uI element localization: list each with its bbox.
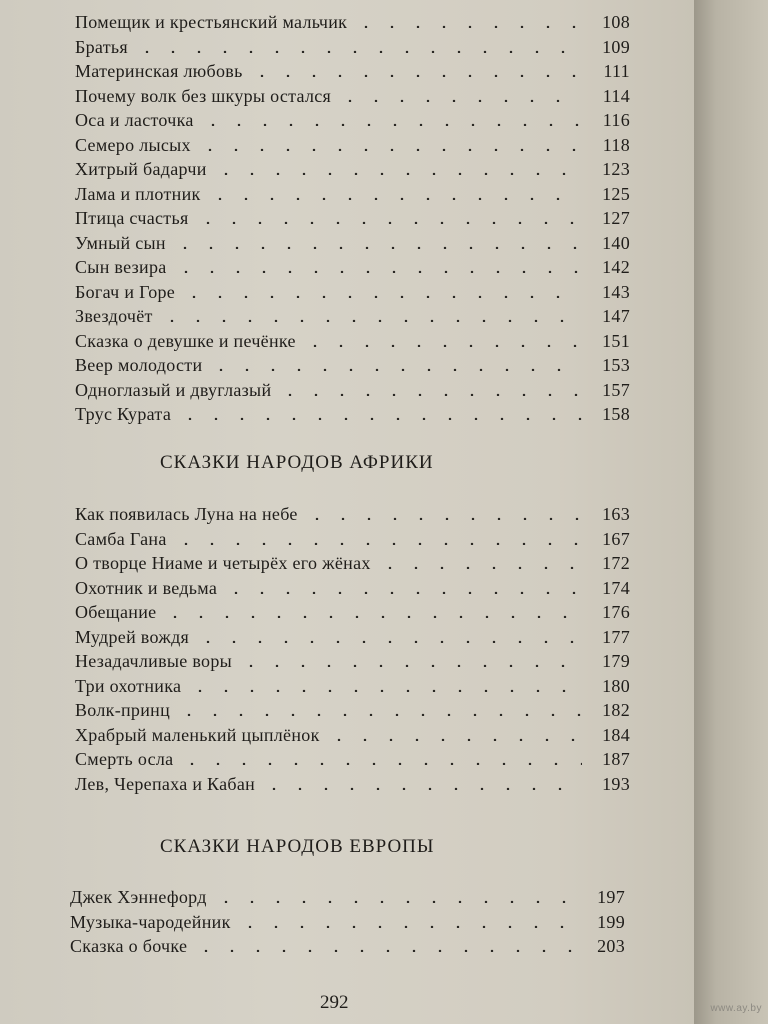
dot-leader <box>173 255 582 273</box>
section-heading-europe: СКАЗКИ НАРОДОВ ЕВРОПЫ <box>160 836 435 857</box>
toc-entry-page: 199 <box>597 911 625 932</box>
dot-leader <box>193 934 577 952</box>
toc-entry-page: 197 <box>597 887 625 907</box>
toc-entry-page: 177 <box>602 626 630 647</box>
toc-entry <box>75 772 630 797</box>
dot-leader <box>353 10 582 28</box>
toc-entry-page: 111 <box>603 61 630 81</box>
toc-entry <box>75 255 630 280</box>
toc-entry <box>75 698 630 723</box>
dot-leader <box>223 576 582 594</box>
toc-entry <box>70 934 625 959</box>
toc-entry-title: Помещик и крестьянский мальчик <box>75 12 348 32</box>
dot-leader <box>337 84 582 102</box>
book-gutter <box>694 0 768 1024</box>
toc-entry-title: Незадачливые воры <box>75 651 233 671</box>
toc-entry-title: Трус Курата <box>75 404 172 424</box>
dot-leader <box>176 698 582 716</box>
toc-entry-page: 157 <box>602 379 630 400</box>
dot-leader <box>377 551 582 569</box>
toc-entry <box>75 353 630 378</box>
toc-entry-page: 174 <box>602 577 630 598</box>
toc-entry-page: 182 <box>602 700 630 720</box>
toc-entry-title: Одноглазый и двуглазый <box>75 379 272 400</box>
toc-entry <box>75 59 630 84</box>
dot-leader <box>134 35 582 53</box>
toc-entry-page: 108 <box>602 12 630 32</box>
dot-leader <box>162 600 582 618</box>
dot-leader <box>302 329 582 347</box>
dot-leader <box>187 674 582 692</box>
toc-section-africa <box>75 502 630 796</box>
toc-entry-page: 118 <box>602 134 630 155</box>
toc-entry-title: Музыка-чародейник <box>70 911 231 932</box>
dot-leader <box>172 231 582 249</box>
dot-leader <box>238 649 582 667</box>
dot-leader <box>213 157 582 175</box>
dot-leader <box>208 353 582 371</box>
toc-entry <box>75 747 630 772</box>
toc-entry-title: Сказка о бочке <box>70 936 188 956</box>
toc-entry-title: Джек Хэннефорд <box>70 887 207 907</box>
toc-entry <box>75 304 630 329</box>
dot-leader <box>277 378 582 396</box>
toc-entry <box>75 551 630 576</box>
toc-entry-title: Обещание <box>75 602 157 622</box>
toc-entry-title: Лама и плотник <box>75 183 201 204</box>
toc-entry-page: 158 <box>602 404 630 424</box>
toc-entry-page: 143 <box>602 281 630 302</box>
dot-leader <box>197 133 582 151</box>
toc-entry <box>75 576 630 601</box>
toc-entry <box>75 329 630 354</box>
toc-section-top <box>75 10 630 427</box>
dot-leader <box>326 723 582 741</box>
toc-entry-title: Смерть осла <box>75 749 174 769</box>
toc-entry-page: 179 <box>602 651 630 671</box>
dot-leader <box>195 625 582 643</box>
toc-entry-page: 163 <box>602 504 630 524</box>
toc-section-europe <box>70 885 625 959</box>
dot-leader <box>159 304 582 322</box>
toc-entry-page: 140 <box>602 232 630 253</box>
toc-entry <box>75 625 630 650</box>
toc-entry-title: Оса и ласточка <box>75 110 194 130</box>
toc-entry <box>70 885 625 910</box>
watermark: www.ay.by <box>710 1003 762 1014</box>
dot-leader <box>179 747 582 765</box>
section-heading-africa: СКАЗКИ НАРОДОВ АФРИКИ <box>160 452 434 473</box>
dot-leader <box>195 206 582 224</box>
toc-entry-page: 142 <box>602 257 630 277</box>
toc-entry-page: 114 <box>602 85 630 106</box>
toc-entry-page: 167 <box>602 528 630 549</box>
toc-entry-page: 180 <box>602 675 630 696</box>
dot-leader <box>261 772 582 790</box>
dot-leader <box>177 402 582 420</box>
dot-leader <box>249 59 582 77</box>
toc-entry-title: Богач и Горе <box>75 281 176 302</box>
toc-entry-page: 109 <box>602 36 630 57</box>
dot-leader <box>207 182 582 200</box>
toc-entry-title: Звездочёт <box>75 306 153 326</box>
toc-entry <box>75 133 630 158</box>
toc-entry <box>75 600 630 625</box>
toc-entry <box>75 231 630 256</box>
toc-entry-page: 193 <box>602 773 630 794</box>
dot-leader <box>304 502 582 520</box>
toc-entry <box>75 527 630 552</box>
toc-entry-page: 123 <box>602 159 630 179</box>
toc-entry-title: Лев, Черепаха и Кабан <box>75 773 256 794</box>
page-number: 292 <box>320 992 349 1013</box>
toc-entry-page: 125 <box>602 183 630 204</box>
toc-entry-page: 203 <box>597 936 625 956</box>
toc-entry <box>75 280 630 305</box>
toc-entry <box>75 502 630 527</box>
toc-entry <box>75 35 630 60</box>
toc-entry <box>75 206 630 231</box>
toc-entry <box>75 674 630 699</box>
toc-entry-title: Умный сын <box>75 232 166 253</box>
toc-entry-title: Мудрей вождя <box>75 626 190 647</box>
toc-entry-title: Материнская любовь <box>75 61 243 81</box>
toc-entry <box>75 649 630 674</box>
toc-entry-page: 147 <box>602 306 630 326</box>
toc-entry <box>70 910 625 935</box>
toc-entry-title: Три охотника <box>75 675 182 696</box>
toc-entry <box>75 378 630 403</box>
toc-entry-title: Почему волк без шкуры остался <box>75 85 332 106</box>
toc-entry <box>75 10 630 35</box>
toc-entry-title: Хитрый бадарчи <box>75 159 207 179</box>
dot-leader <box>237 910 577 928</box>
toc-entry-title: Как появилась Луна на небе <box>75 504 298 524</box>
dot-leader <box>181 280 582 298</box>
toc-entry <box>75 182 630 207</box>
toc-entry <box>75 723 630 748</box>
toc-entry-page: 172 <box>602 553 630 573</box>
toc-entry-title: Храбрый маленький цыплёнок <box>75 724 320 745</box>
toc-entry-title: Самба Гана <box>75 528 167 549</box>
toc-entry-title: Сын везира <box>75 257 167 277</box>
toc-entry-title: Веер молодости <box>75 355 203 375</box>
toc-entry-title: Сказка о девушке и печёнке <box>75 330 296 351</box>
toc-entry <box>75 84 630 109</box>
dot-leader <box>213 885 577 903</box>
toc-entry <box>75 402 630 427</box>
toc-entry-title: Волк-принц <box>75 700 171 720</box>
toc-entry-page: 176 <box>602 602 630 622</box>
toc-entry-title: Охотник и ведьма <box>75 577 218 598</box>
toc-entry-page: 116 <box>602 110 630 130</box>
toc-entry <box>75 108 630 133</box>
toc-entry-page: 151 <box>602 330 630 351</box>
toc-entry-title: Птица счастья <box>75 208 189 228</box>
dot-leader <box>200 108 582 126</box>
dot-leader <box>173 527 582 545</box>
toc-entry <box>75 157 630 182</box>
toc-entry-title: Братья <box>75 36 129 57</box>
toc-entry-title: О творце Ниаме и четырёх его жёнах <box>75 553 371 573</box>
toc-entry-page: 187 <box>602 749 630 769</box>
toc-entry-page: 153 <box>602 355 630 375</box>
toc-entry-page: 184 <box>602 724 630 745</box>
toc-entry-page: 127 <box>602 208 630 228</box>
toc-entry-title: Семеро лысых <box>75 134 191 155</box>
